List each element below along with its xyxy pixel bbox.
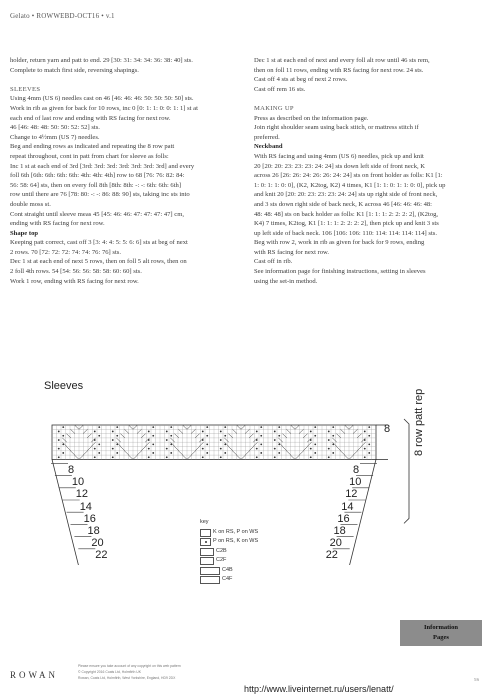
left_column-line: 56: 58: 64] sts, then on every foll 8th [8th: 8th: -: -: 6th: 6th: 6th]	[10, 181, 182, 189]
left-text-column	[10, 56, 242, 286]
right-text-column	[254, 56, 486, 286]
row-label-right: 20	[329, 537, 342, 550]
key-title: key	[200, 519, 209, 525]
footer-line-3: Rowan, Coats Ltd, Holmfirth, West Yorkshire, England, HD9 2DX	[78, 676, 176, 680]
right_column-line: preferred.	[254, 133, 280, 141]
purl-dot	[116, 452, 118, 454]
left_column-line: Work in rib as given for back for 10 rows, inc 0 [0: 1: 1: 0: 0: 1: 1] st at	[10, 104, 198, 112]
purl-dot	[332, 435, 334, 437]
purl-dot	[58, 448, 60, 450]
purl-dot	[206, 426, 208, 428]
row-label-right: 10	[349, 476, 362, 489]
left_column-line: foll 6th [6th: 6th: 6th: 6th: 4th: 4th: 4th] row to 68 [76: 76: 82: 84:	[10, 172, 185, 180]
purl-dot	[202, 456, 204, 458]
purl-dot	[328, 456, 330, 458]
right_column-line: with RS facing for next row.	[254, 248, 330, 256]
purl-dot	[364, 456, 366, 458]
key-swatch	[200, 538, 211, 546]
purl-dot	[314, 452, 316, 454]
purl-dot	[328, 431, 330, 433]
purl-dot	[166, 431, 168, 433]
purl-dot	[148, 456, 150, 458]
purl-dot	[206, 435, 208, 437]
row-label-left: 8	[68, 464, 75, 476]
purl-dot	[220, 456, 222, 458]
purl-dot	[328, 439, 330, 441]
purl-dot	[152, 443, 154, 445]
purl-dot	[166, 456, 168, 458]
purl-dot	[278, 426, 280, 428]
page-header: Gelato • ROWWEBD-OCT16 • v.1	[10, 12, 115, 20]
purl-dot	[274, 456, 276, 458]
purl-dot	[256, 431, 258, 433]
right_column-line: MAKING UP	[254, 104, 294, 112]
left_column-line: ending with RS facing for next row.	[10, 220, 105, 228]
right_column-line: Cast off in rib.	[254, 258, 293, 266]
purl-dot	[112, 431, 114, 433]
right_column-line	[254, 94, 486, 104]
purl-dot	[314, 426, 316, 428]
purl-dot	[94, 456, 96, 458]
page-number: 5/6	[474, 677, 480, 682]
row-label-right: 22	[325, 549, 338, 562]
purl-dot	[310, 456, 312, 458]
right_column-line: Cast off rem 16 sts.	[254, 85, 306, 93]
purl-dot	[206, 452, 208, 454]
purl-dot	[224, 435, 226, 437]
chart-title: Sleeves	[44, 380, 84, 392]
left_column-line: double moss st.	[10, 200, 51, 208]
purl-dot	[224, 426, 226, 428]
left_column-line	[10, 75, 242, 85]
left_column-line: Keeping patt correct, cast off 3 [3: 4: 4: 5: 5: 6: 6] sts at beg of next	[10, 239, 188, 247]
purl-dot	[166, 448, 168, 450]
purl-dot	[206, 443, 208, 445]
purl-dot	[328, 448, 330, 450]
right_column-line: Beg with row 2, work in rib as given for back for 9 rows, ending	[254, 239, 425, 247]
top-row-label: 8	[384, 423, 391, 435]
purl-dot	[368, 452, 370, 454]
right_column-line: Cast off 4 sts at beg of next 2 rows.	[254, 76, 348, 84]
purl-dot	[170, 426, 172, 428]
left_column-line: repeat throughout, cont in patt from chart for sleeve as folls:	[10, 152, 169, 160]
row-label-left: 14	[79, 500, 92, 513]
purl-dot	[170, 452, 172, 454]
purl-dot	[112, 456, 114, 458]
information-pages-link[interactable]	[400, 620, 482, 646]
purl-dot	[314, 443, 316, 445]
right_column-line: using the set-in method.	[254, 277, 318, 285]
purl-dot	[256, 456, 258, 458]
right_column-line: 20 [20: 20: 23: 23: 23: 24: 24] sts down left side of front neck, K	[254, 162, 426, 170]
purl-dot	[256, 448, 258, 450]
purl-dot	[260, 435, 262, 437]
key-label: C2B	[216, 547, 227, 554]
row-label-left: 20	[91, 537, 104, 550]
row-label-right: 12	[345, 488, 358, 501]
row-label-left: 18	[87, 525, 100, 537]
purl-dot	[98, 452, 100, 454]
purl-dot	[98, 435, 100, 437]
purl-dot	[58, 439, 60, 441]
purl-dot	[202, 431, 204, 433]
rowan-logo: ROWAN	[10, 670, 58, 680]
right_column-line: See information page for finishing instructions, setting in sleeves	[254, 268, 426, 276]
purl-dot	[98, 443, 100, 445]
key-label: C2F	[216, 557, 227, 564]
purl-dot	[260, 452, 262, 454]
purl-dot	[220, 448, 222, 450]
right_column-line: 48: 48: 48] sts on back holder as folls: K1 [1: 1: 1: 2: 2: 2: 2], (K2tog,	[254, 210, 439, 218]
purl-dot	[116, 435, 118, 437]
footer-line-1: Please ensure you take account of any copyright on this web pattern	[78, 664, 181, 668]
left_column-line: 2 foll 4th rows. 54 [54: 56: 56: 58: 58: 60: 60] sts.	[10, 268, 142, 276]
purl-dot	[220, 439, 222, 441]
info-line1: Information	[424, 624, 458, 631]
purl-dot	[148, 448, 150, 450]
right_column-line: Dec 1 st at each end of next and every foll alt row until 46 sts rem,	[254, 57, 430, 64]
left_column-line: Inc 1 st at each end of 3rd [3rd: 3rd: 3rd: 3rd: 3rd: 3rd: 3rd] and every	[10, 162, 195, 170]
key-label: C4F	[222, 576, 233, 582]
pattern-repeat-label: 8 row patt rep	[413, 388, 425, 456]
row-label-right: 18	[333, 525, 346, 537]
purl-dot	[152, 435, 154, 437]
purl-dot	[94, 448, 96, 450]
purl-dot	[278, 435, 280, 437]
purl-dot	[202, 448, 204, 450]
purl-dot	[62, 452, 64, 454]
left_column-line: 46 [46: 48: 48: 50: 50: 52: 52] sts.	[10, 124, 100, 132]
key-swatch	[200, 548, 214, 556]
purl-dot	[368, 443, 370, 445]
key-label: P on RS, K on WS	[213, 538, 259, 545]
right_column-line: K4) 7 times, K2tog, K1 [1: 1: 1: 2: 2: 2: 2], then pick up and knit 3 sts	[254, 220, 439, 228]
purl-dot	[166, 439, 168, 441]
purl-dot	[112, 448, 114, 450]
right_column-line: Press as described on the information page.	[254, 114, 369, 122]
row-label-left: 12	[75, 488, 89, 501]
right_column-line: and 3 sts down right side of back neck, K across 46 [46: 46: 46: 48:	[254, 200, 433, 208]
left_column-line: Using 4mm (US 6) needles cast on 46 [46: 46: 46: 50: 50: 50: 50] sts.	[10, 95, 194, 103]
right_column-line: Neckband	[254, 143, 283, 151]
purl-dot	[58, 431, 60, 433]
purl-dot	[152, 426, 154, 428]
left_column-line: Beg and ending rows as indicated and repeating the 8 row patt	[10, 143, 175, 151]
purl-dot	[274, 439, 276, 441]
right_column-line: up left side of back neck. 106 [106: 106: 110: 114: 114: 114: 114] sts.	[254, 229, 438, 237]
purl-dot	[152, 452, 154, 454]
purl-dot	[278, 452, 280, 454]
right_column-line: 1: 0: 1: 1: 0: 0], (K2, K2tog, K2) 4 times, K1 [1: 1: 0: 1: 1: 0: 0], pick up	[254, 181, 446, 189]
purl-dot	[170, 435, 172, 437]
purl-dot	[310, 448, 312, 450]
footer-line-2: © Copyright 2016 Coats Ltd, Holmfirth UK	[78, 670, 141, 674]
right_column-line: Join right shoulder seam using back stitch, or mattress stitch if	[254, 124, 419, 132]
info-line2: Pages	[433, 634, 449, 641]
purl-dot	[220, 431, 222, 433]
purl-dot	[116, 426, 118, 428]
purl-dot	[310, 431, 312, 433]
purl-dot	[260, 426, 262, 428]
purl-dot	[98, 426, 100, 428]
purl-dot	[224, 452, 226, 454]
purl-dot	[368, 426, 370, 428]
purl-dot	[260, 443, 262, 445]
left_column-line: Work 1 row, ending with RS facing for next row.	[10, 277, 139, 285]
right_column-line: across 26 [26: 26: 24: 26: 26: 24: 24] sts on front holder as folls: K1 [1:	[254, 172, 443, 180]
key-label: K on RS, P on WS	[213, 529, 259, 535]
purl-dot	[58, 456, 60, 458]
left_column-line: SLEEVES	[10, 85, 41, 93]
left_column-line: holder, return yarn and patt to end. 29 [30: 31: 34: 34: 36: 38: 40] sts.	[10, 57, 193, 64]
left_column-line: Dec 1 st at each end of next 5 rows, then on foll 5 alt rows, then on	[10, 258, 187, 266]
row-label-right: 14	[341, 500, 354, 513]
key-swatch	[200, 576, 220, 584]
repeat-bracket	[404, 419, 409, 523]
row-label-left: 16	[83, 512, 96, 525]
purl-dot	[314, 435, 316, 437]
purl-dot	[332, 452, 334, 454]
purl-dot	[368, 435, 370, 437]
row-label-right: 16	[337, 512, 350, 525]
purl-dot	[62, 426, 64, 428]
purl-dot	[94, 431, 96, 433]
left_column-line: row until there are 76 [78: 80: -: -: 86: 88: 90] sts, taking inc sts into	[10, 191, 190, 199]
purl-dot	[332, 426, 334, 428]
left_column-line: each end of last row and ending with RS facing for next row.	[10, 114, 171, 122]
right_column-line: With RS facing and using 4mm (US 6) needles, pick up and knit	[254, 152, 424, 160]
purl-dot	[364, 431, 366, 433]
right_column-line: and knit 20 [20: 20: 23: 23: 23: 24: 24] sts up right side of front neck,	[254, 191, 438, 199]
purl-dot	[274, 448, 276, 450]
left_column-line: Change to 4½mm (US 7) needles.	[10, 133, 100, 141]
purl-dot	[148, 431, 150, 433]
purl-dot	[274, 431, 276, 433]
right_column-line: then on foll 11 rows, ending with RS facing for next row. 24 sts.	[254, 66, 424, 74]
left_column-line: Cont straight until sleeve meas 45 [45: 46: 46: 47: 47: 47: 47] cm,	[10, 210, 184, 218]
purl-dot	[62, 435, 64, 437]
purl-dot	[364, 448, 366, 450]
left_column-line: Shape top	[10, 229, 39, 237]
left_column-line: 2 rows. 70 [72: 72: 72: 74: 74: 76: 76] sts.	[10, 248, 121, 256]
key-swatch	[200, 529, 211, 537]
key-label: C4B	[222, 566, 233, 573]
purl-dot	[112, 439, 114, 441]
row-label-left: 22	[95, 549, 108, 562]
row-label-right: 8	[353, 464, 360, 476]
left_column-line: Complete to match first side, reversing shapings.	[10, 66, 139, 74]
watermark-url[interactable]: http://www.liveinternet.ru/users/lenatt/	[244, 684, 394, 694]
key-swatch	[200, 557, 214, 565]
row-label-left: 10	[71, 476, 85, 489]
key-swatch	[200, 567, 220, 575]
